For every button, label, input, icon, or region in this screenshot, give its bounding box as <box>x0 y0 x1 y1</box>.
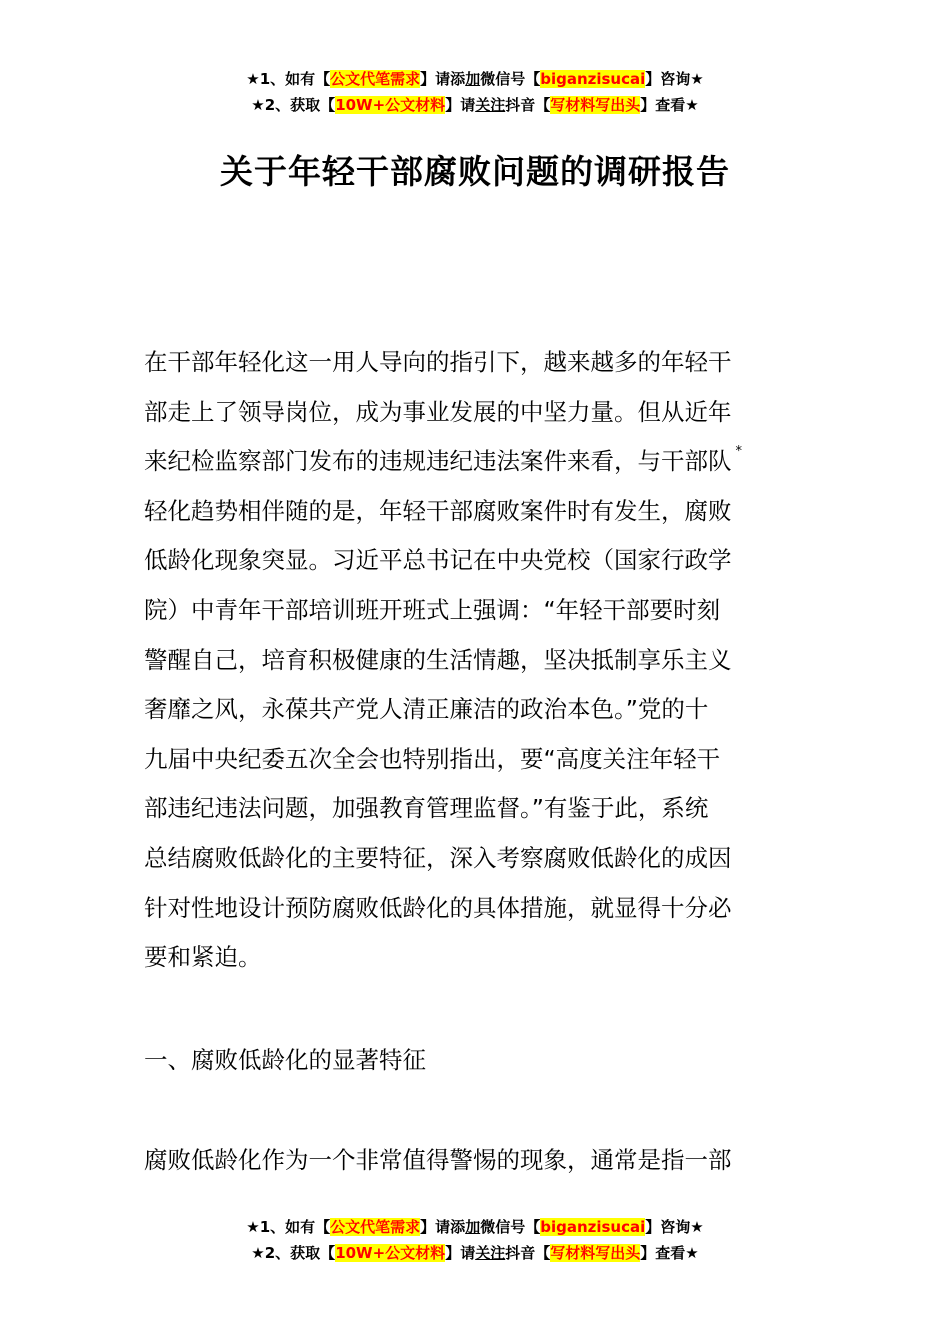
paragraph-line: 奢靡之风，永葆共产党人清正廉洁的政治本色。”党的十 <box>144 695 709 724</box>
footer-notice <box>0 1214 950 1266</box>
section-paragraph <box>144 1136 816 1186</box>
notice-highlight: 10W+公文材料 <box>335 1244 446 1262</box>
notice-wechat-id: biganzisucai <box>540 70 646 88</box>
paragraph-line: 九届中央纪委五次全会也特别指出，要“高度关注年轻干 <box>144 744 721 773</box>
header-notice <box>0 66 950 118</box>
notice-highlight: 10W+公文材料 <box>335 96 446 114</box>
notice-highlight: 公文代笔需求 <box>330 1218 421 1236</box>
paragraph-line: 来纪检监察部门发布的违规违纪违法案件来看，与干部队 * <box>144 444 742 476</box>
notice-line-1: ★1、如有【公文代笔需求】请添加微信号【biganzisucai】咨询★ <box>246 1218 704 1236</box>
section-heading: 一、腐败低龄化的显著特征 <box>144 1046 426 1074</box>
paragraph-line: 警醒自己，培育积极健康的生活情趣，坚决抵制享乐主义 <box>144 645 732 674</box>
document-title: 关于年轻干部腐败问题的调研报告 <box>220 152 730 191</box>
paragraph-line: 低龄化现象突显。习近平总书记在中央党校（国家行政学 <box>144 546 732 575</box>
paragraph-line: 部走上了领导岗位，成为事业发展的中坚力量。但从近年 <box>144 397 732 426</box>
footnote-mark: * <box>735 444 742 460</box>
paragraph-line: 针对性地设计预防腐败低龄化的具体措施，就显得十分必 <box>144 893 732 922</box>
notice-douyin-name: 写材料写出头 <box>550 1244 641 1262</box>
paragraph-line: 腐败低龄化作为一个非常值得警惕的现象，通常是指一部 <box>144 1146 732 1174</box>
notice-line-2: ★2、获取【10W+公文材料】请关注抖音【写材料写出头】查看★ <box>251 1244 699 1262</box>
notice-wechat-id: biganzisucai <box>540 1218 646 1236</box>
paragraph-line: 院）中青年干部培训班开班式上强调：“年轻干部要时刻 <box>144 595 721 624</box>
notice-highlight: 公文代笔需求 <box>330 70 421 88</box>
notice-line-1: ★1、如有【公文代笔需求】请添加微信号【biganzisucai】咨询★ <box>246 70 704 88</box>
notice-douyin-name: 写材料写出头 <box>550 96 641 114</box>
paragraph-line: 在干部年轻化这一用人导向的指引下，越来越多的年轻干 <box>144 348 732 376</box>
intro-paragraph <box>144 338 816 983</box>
paragraph-line: 轻化趋势相伴随的是，年轻干部腐败案件时有发生，腐败 <box>144 496 732 525</box>
notice-line-2: ★2、获取【10W+公文材料】请关注抖音【写材料写出头】查看★ <box>251 96 699 114</box>
paragraph-line: 部违纪违法问题，加强教育管理监督。”有鉴于此，系统 <box>144 794 709 823</box>
paragraph-line: 要和紧迫。 <box>144 943 262 972</box>
paragraph-line: 总结腐败低龄化的主要特征，深入考察腐败低龄化的成因 <box>144 843 732 872</box>
